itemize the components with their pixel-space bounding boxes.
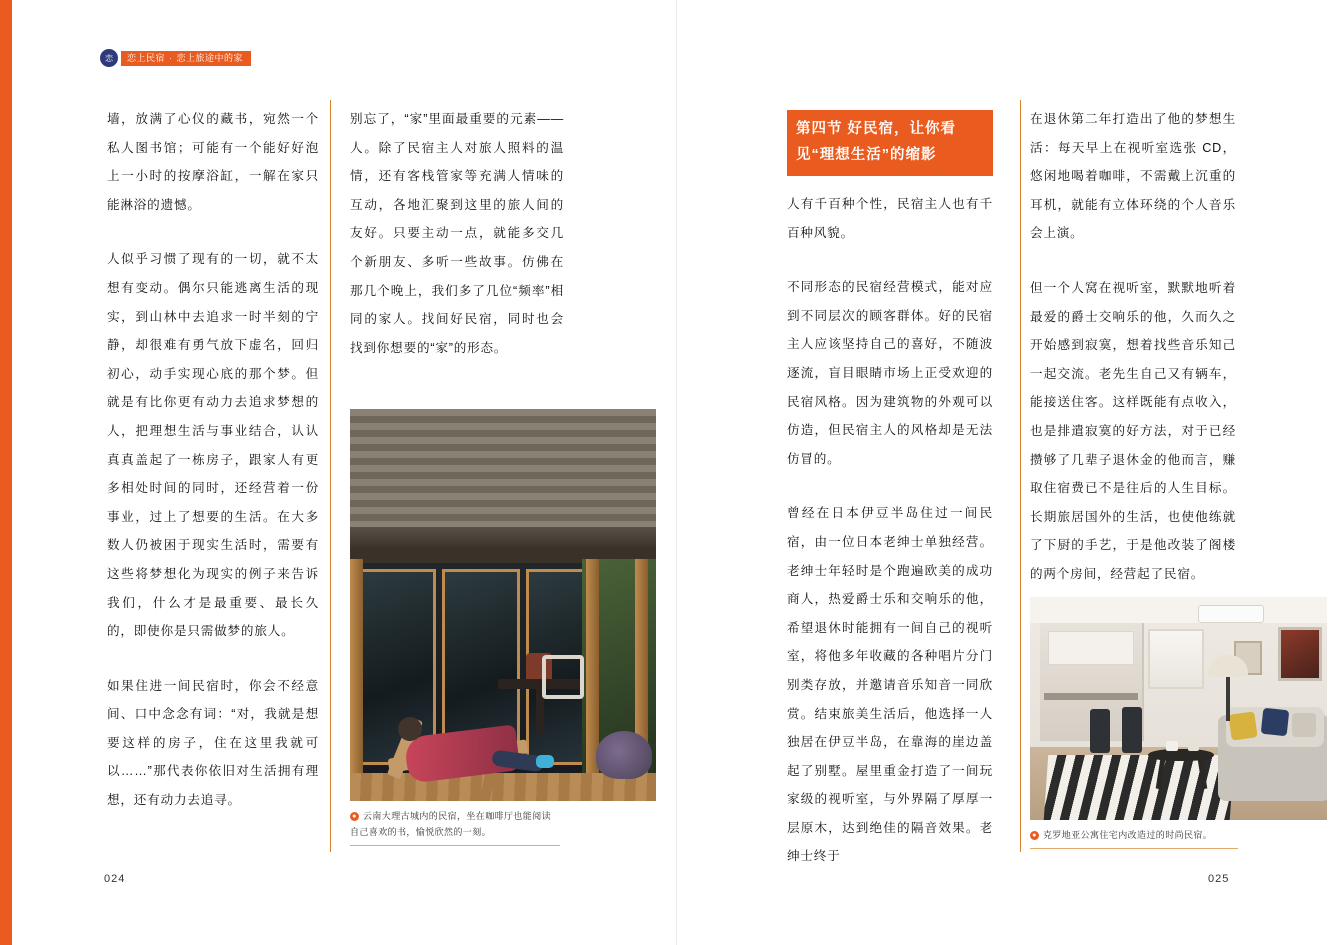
page-number-left: 024 [104, 873, 126, 885]
paragraph: 在退休第二年打造出了他的梦想生活：每天早上在视听室选张 CD，悠闲地喝着咖啡，不需戴上沉重的耳机，就能有立体环绕的个人音乐会上演。 [1030, 112, 1236, 241]
header-brand: 恋上民宿 [127, 52, 166, 63]
paragraph: 如果住进一间民宿时，你会不经意间、口中念念有词：“对，我就是想要这样的房子，住在这里我就可以……”那代表你依旧对生活拥有理想，还有动力去追寻。 [107, 678, 319, 808]
brand-logo-icon: 恋 [100, 49, 118, 67]
photo-caption-left [350, 808, 560, 846]
caption-bullet-icon: ● [1030, 831, 1039, 840]
left-column-1 [107, 105, 319, 841]
page-edge-bar-left [0, 0, 12, 945]
paragraph: 人有千百种个性，民宿主人也有千百种风貌。 [787, 197, 993, 240]
right-column-2 [1030, 105, 1236, 615]
caption-bullet-icon: ● [350, 812, 359, 821]
column-divider-left [330, 100, 331, 852]
paragraph: 曾经在日本伊豆半岛住过一间民宿，由一位日本老绅士单独经营。老绅士年轻时是个跑遍欧美的成功商人，热爱爵士乐和交响乐的他，希望退休时能拥有一间自己的视听室，将他多年收藏的各种唱片分门别类存放，并邀请音乐知音一同欣赏。结束旅美生活后，他选择一人独居在伊豆半岛，在靠海的崖边盖起了别墅。屋里重金打造了一间玩家级的视听室，与外界隔了厚厚一层原木，达到绝佳的隔音效果。老绅士终于 [787, 506, 993, 864]
left-page [12, 0, 675, 945]
paragraph: 人似乎习惯了现有的一切，就不太想有变动。偶尔只能逃离生活的现实，到山林中去追求一时半刻的宁静，却很难有勇气放下虚名，回归初心，动手实现心底的那个梦。但就是有比你更有动力去追求梦想的人，把理想生活与事业结合，认认真真盖起了一栋房子，跟家人有更多相处时间的同时，还经营着一份事业，过上了想要的生活。在大多数人仍被困于现实生活时，需要有这些将梦想化为现实的例子来告诉我们，什么才是最重要、最长久的，即使你是只需做梦的旅人。 [107, 252, 319, 639]
running-header [100, 50, 251, 66]
header-separator: · [169, 52, 173, 63]
section-heading: 第四节 好民宿，让你看见“理想生活”的缩影 [787, 110, 993, 176]
photo-apartment-living-room [1030, 597, 1327, 820]
paragraph: 墙，放满了心仪的藏书，宛然一个私人图书馆；可能有一个能好好泡上一小时的按摩浴缸，一解在家只能淋浴的遗憾。 [107, 112, 319, 212]
paragraph: 不同形态的民宿经营模式，能对应到不同层次的顾客群体。好的民宿主人应该坚持自己的喜好，不随波逐流，盲目眼睛市场上正受欢迎的民宿风格。因为建筑物的外观可以仿造，但民宿主人的风格却是无法仿冒的。 [787, 280, 993, 466]
header-band [121, 51, 251, 66]
photo-homestay-terrace [350, 409, 656, 801]
page-number-right: 025 [1208, 873, 1230, 885]
header-subtitle: 恋上旅途中的家 [176, 52, 244, 63]
caption-text: 克罗地亚公寓住宅内改造过的时尚民宿。 [1043, 830, 1213, 840]
paragraph: 别忘了，“家”里面最重要的元素——人。除了民宿主人对旅人照料的温情，还有客栈管家等充满人情味的互动，各地汇聚到这里的旅人间的友好。只要主动一点，就能多交几个新朋友、多听一些故事。仿佛在那几个晚上，我们多了几位“频率”相同的家人。找间好民宿，同时也会找到你想要的“家”的形态。 [350, 112, 564, 355]
left-column-2 [350, 105, 564, 388]
paragraph: 但一个人窝在视听室，默默地听着最爱的爵士交响乐的他，久而久之开始感到寂寞，想着找些音乐知己一起交流。老先生自己又有辆车，能接送住客。这样既能有点收入，也是排遣寂寞的好方法，对于已经攒够了几辈子退休金的他而言，赚取住宿费已不是往后的人生目标。长期旅居国外的生活，也使他练就了下厨的手艺，于是他改装了阁楼的两个房间，经营起了民宿。 [1030, 280, 1236, 581]
caption-text: 云南大理古城内的民宿，坐在咖啡厅也能阅读自己喜欢的书，愉悦欣然的一刻。 [350, 811, 552, 837]
right-column-1 [787, 190, 993, 897]
column-divider-right [1020, 100, 1021, 852]
photo-caption-right [1030, 827, 1238, 849]
